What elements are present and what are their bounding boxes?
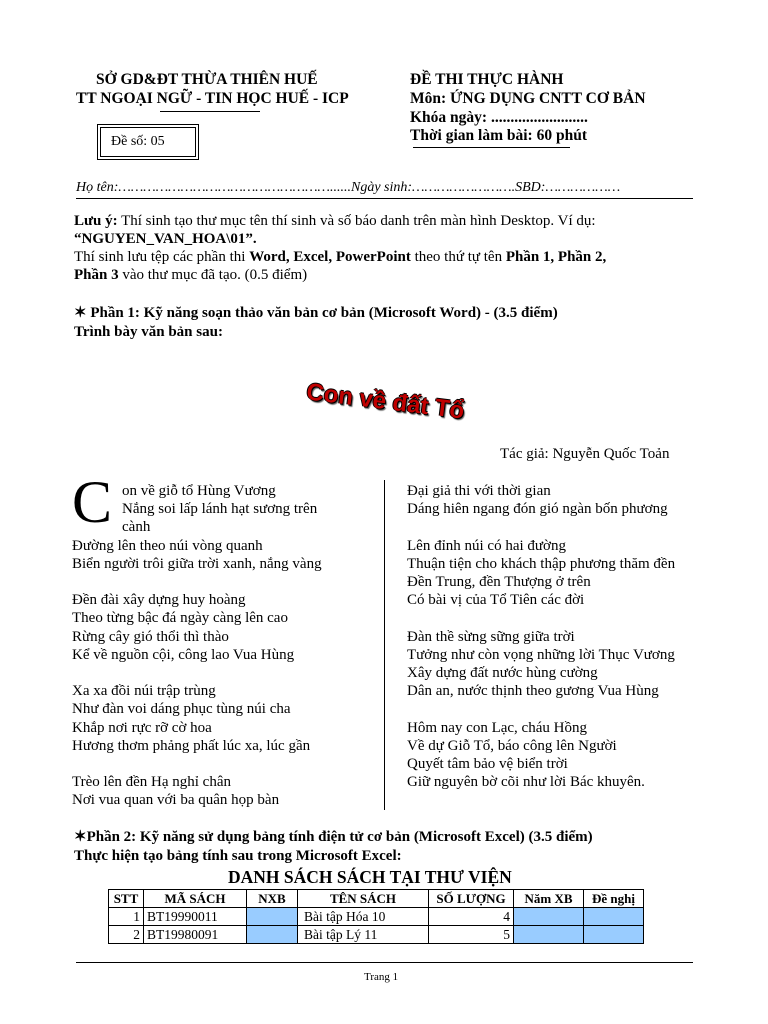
poem-line: cành	[122, 519, 151, 536]
cell-so-luong: 4	[429, 908, 514, 926]
note-text-3a: Phần 3	[74, 267, 119, 283]
footer-rule	[76, 962, 693, 963]
table-row	[109, 908, 644, 926]
note-text-2d: Phần 1, Phần 2,	[505, 249, 607, 265]
poem-line: Đại giả thi với thời gian	[407, 483, 551, 499]
cell-nxb	[247, 926, 298, 944]
poem-line: Đàn thề sừng sững giữa trời	[407, 628, 575, 645]
exam-number-box	[100, 127, 196, 157]
exam-date: Khóa ngày: .........................	[410, 109, 588, 126]
center-name: TT NGOẠI NGỮ - TIN HỌC HUẾ - ICP	[76, 90, 349, 107]
poem-line	[72, 573, 372, 591]
poem-line: Đền Trung, đền Thượng ở trên	[407, 574, 591, 590]
note-example: “NGUYEN_VAN_HOA\01”.	[74, 231, 257, 247]
part2-title: ✶Phần 2: Kỹ năng sử dụng bảng tính điện tử cơ bản (Microsoft Excel) (3.5 điểm)	[74, 829, 593, 845]
cell-ten-sach: Bài tập Hóa 10	[298, 908, 429, 926]
exam-duration: Thời gian làm bài: 60 phút	[410, 127, 587, 144]
poem-line: Rừng cây gió thổi thì thào	[72, 628, 229, 645]
poem-line: on về giỗ tổ Hùng Vương	[122, 483, 276, 499]
poem-line: Dáng hiên ngang đón gió ngàn bốn phương	[407, 501, 668, 518]
table-header-row	[109, 890, 644, 908]
poem-line	[72, 664, 372, 682]
poem-line: Quyết tâm bảo vệ biển trời	[407, 756, 568, 772]
table-title: DANH SÁCH SÁCH TẠI THƯ VIỆN	[228, 867, 512, 887]
col-stt: STT	[109, 890, 144, 908]
note-text-2c: theo thứ tự tên	[410, 249, 506, 265]
cell-ma-sach: BT19990011	[144, 908, 247, 926]
poem-line: Trèo lên đền Hạ nghỉ chân	[72, 774, 231, 791]
poem-line: Về dự Giỗ Tổ, báo công lên Người	[407, 737, 617, 754]
poem-line: Hương thơm phảng phất lúc xa, lúc gần	[72, 737, 311, 754]
cell-de-nghi	[584, 926, 644, 944]
poem-line: Như đàn voi dáng phục tùng núi cha	[72, 701, 291, 718]
library-table	[108, 889, 644, 944]
page-number: Trang 1	[364, 971, 399, 983]
drop-cap: C	[72, 469, 113, 535]
poem-line: Xây dựng đất nước hùng cường	[407, 665, 598, 681]
poem-line: Đường lên theo núi vòng quanh	[72, 537, 263, 554]
header-left-underline	[160, 111, 260, 112]
exam-subject: Môn: ỨNG DỤNG CNTT CƠ BẢN	[410, 90, 646, 107]
poem-author: Tác giả: Nguyễn Quốc Toản	[500, 446, 670, 462]
note-text-2a: Thí sinh lưu tệp các phần thi	[74, 249, 250, 265]
note-text-1: Thí sinh tạo thư mục tên thí sinh và số báo danh trên màn hình Desktop. Ví dụ:	[117, 213, 596, 229]
poem-line: Biển người trôi giữa trời xanh, nắng vàng	[72, 555, 322, 572]
col-de-nghi: Đề nghị	[584, 890, 644, 908]
poem-left-column	[72, 482, 372, 810]
exam-title: ĐỀ THI THỰC HÀNH	[410, 71, 564, 88]
cell-de-nghi	[584, 908, 644, 926]
poem-line: Kể về nguồn cội, công lao Vua Hùng	[72, 646, 295, 663]
poem-line: Hôm nay con Lạc, cháu Hồng	[407, 719, 587, 736]
cell-nam-xb	[514, 908, 584, 926]
poem-line	[72, 755, 372, 773]
poem-line: Tưởng như còn vọng những lời Thục Vương	[407, 646, 675, 663]
poem-title-wordart: Con về đất Tổ	[305, 378, 466, 425]
note-text-2b: Word, Excel, PowerPoint	[249, 249, 411, 265]
poem-line: Nơi vua quan với ba quân họp bàn	[72, 792, 280, 809]
note-text-3b: vào thư mục đã tạo. (0.5 điểm)	[118, 267, 308, 283]
poem-line: Xa xa đồi núi trập trùng	[72, 683, 216, 700]
col-nxb: NXB	[247, 890, 298, 908]
header-right-underline	[413, 147, 570, 148]
poem-line: Có bài vị của Tổ Tiên các đời	[407, 592, 585, 609]
candidate-line-rule	[76, 198, 693, 199]
cell-nam-xb	[514, 926, 584, 944]
part1-title: ✶ Phần 1: Kỹ năng soạn thảo văn bản cơ bản (Microsoft Word) - (3.5 điểm)	[74, 305, 558, 321]
exam-number: Đề số: 05	[111, 134, 165, 149]
candidate-info-line: Họ tên:……………………………………………......Ngày sinh:…………………….SBD:………………	[76, 180, 621, 195]
cell-stt: 2	[109, 926, 144, 944]
table-row	[109, 926, 644, 944]
note-paragraph	[74, 212, 694, 284]
cell-ma-sach: BT19980091	[144, 926, 247, 944]
col-nam-xb: Năm XB	[514, 890, 584, 908]
poem-line: Giữ nguyên bờ cõi như lời Bác khuyên.	[407, 774, 645, 791]
note-label: Lưu ý:	[74, 213, 118, 229]
dept-name: SỞ GD&ĐT THỪA THIÊN HUẾ	[96, 71, 318, 88]
col-ma-sach: MÃ SÁCH	[144, 890, 247, 908]
poem-line: Đền đài xây dựng huy hoàng	[72, 592, 246, 609]
part2-subtitle: Thực hiện tạo bảng tính sau trong Microsoft Excel:	[74, 848, 402, 864]
poem-line: Theo từng bậc đá ngày càng lên cao	[72, 610, 288, 627]
poem-line: Thuận tiện cho khách thập phương thăm đền	[407, 555, 676, 572]
poem-line	[407, 518, 727, 536]
poem-right-column	[407, 482, 727, 791]
poem-line: Nắng soi lấp lánh hạt sương trên	[122, 501, 318, 518]
col-ten-sach: TÊN SÁCH	[298, 890, 429, 908]
cell-stt: 1	[109, 908, 144, 926]
column-divider	[384, 480, 385, 810]
cell-so-luong: 5	[429, 926, 514, 944]
cell-ten-sach: Bài tập Lý 11	[298, 926, 429, 944]
poem-line	[407, 700, 727, 718]
poem-line	[407, 609, 727, 627]
poem-line: Dân an, nước thịnh theo gương Vua Hùng	[407, 683, 659, 700]
col-so-luong: SỐ LƯỢNG	[429, 890, 514, 908]
cell-nxb	[247, 908, 298, 926]
poem-line: Khắp nơi rực rỡ cờ hoa	[72, 719, 212, 736]
part1-subtitle: Trình bày văn bản sau:	[74, 324, 223, 340]
poem-line: Lên đỉnh núi có hai đường	[407, 537, 566, 554]
